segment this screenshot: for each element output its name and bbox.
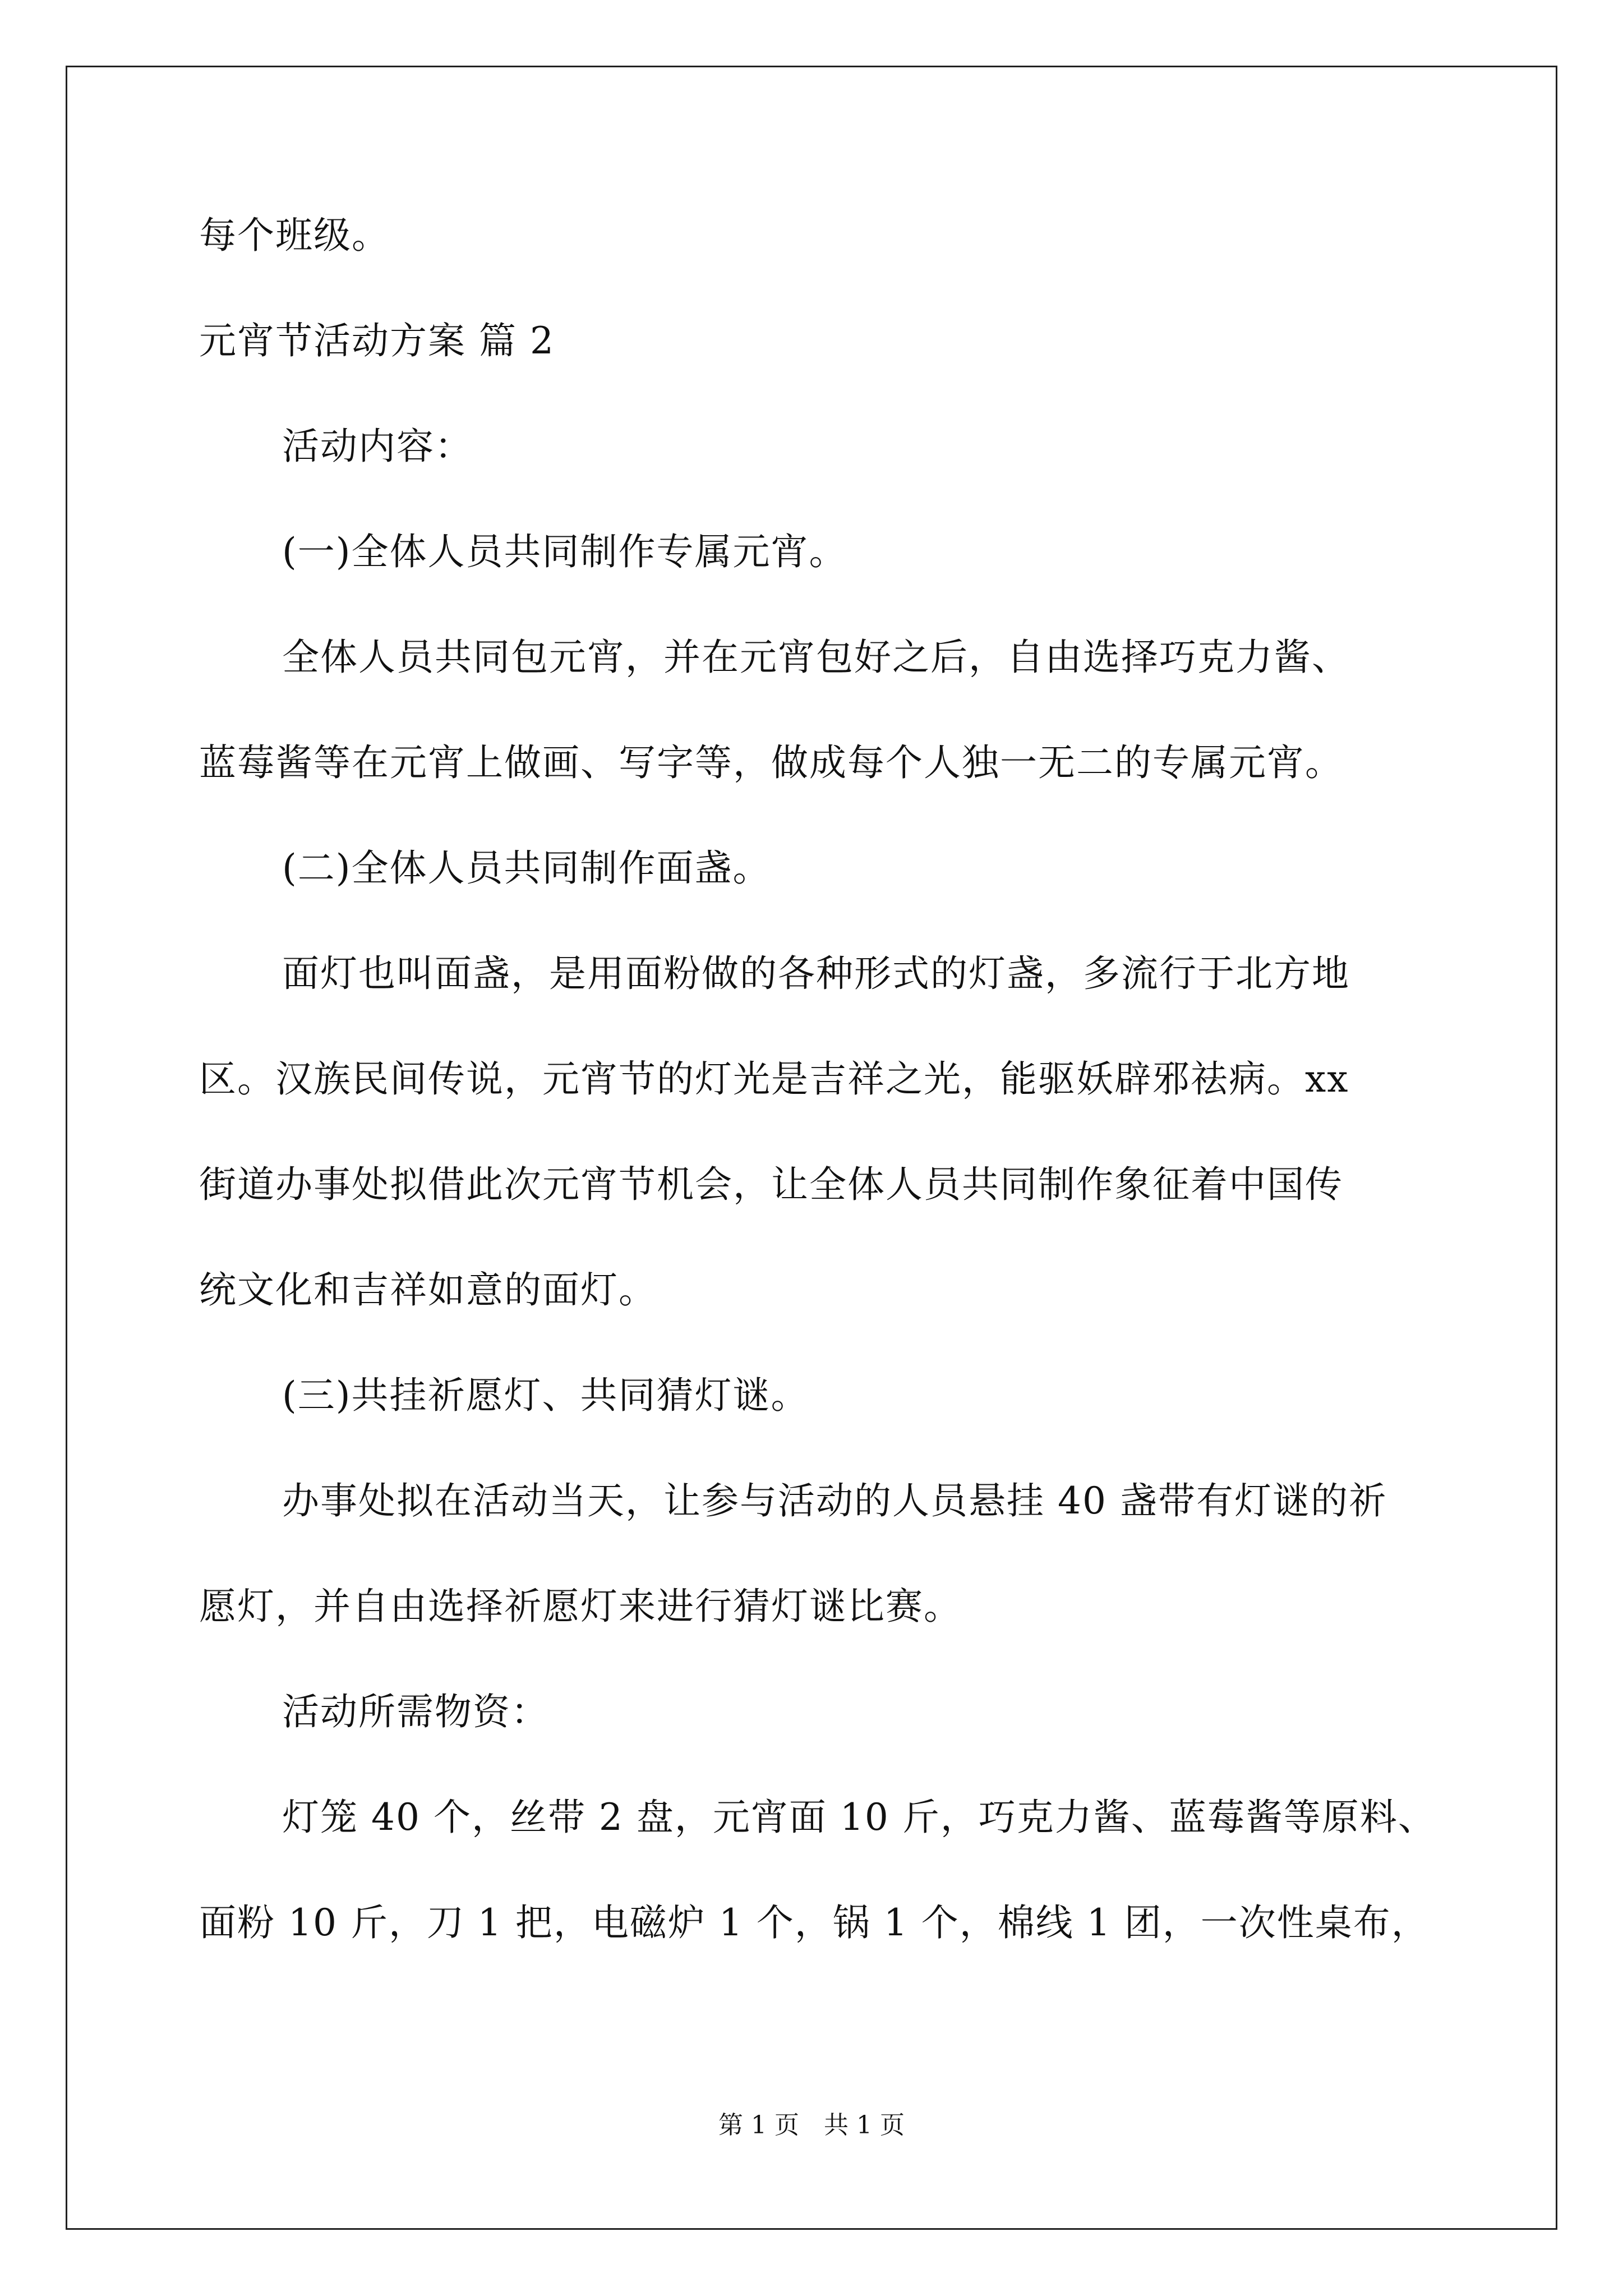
text-line: 蓝莓酱等在元宵上做画、写字等，做成每个人独一无二的专属元宵。 [199,741,1343,784]
text-line: 灯笼 40 个，丝带 2 盘，元宵面 10 斤，巧克力酱、蓝莓酱等原料、 [282,1796,1436,1839]
text-line: 街道办事处拟借此次元宵节机会，让全体人员共同制作象征着中国传 [199,1163,1343,1206]
text-line: 区。汉族民间传说，元宵节的灯光是吉祥之光，能驱妖辟邪祛病。xx [199,1057,1349,1101]
text-line: 办事处拟在活动当天，让参与活动的人员悬挂 40 盏带有灯谜的祈 [282,1479,1387,1522]
text-line: 面灯也叫面盏，是用面粉做的各种形式的灯盏，多流行于北方地 [282,952,1350,995]
text-line: 活动所需物资： [282,1690,549,1733]
subheading: (一)全体人员共同制作专属元宵。 [282,530,847,573]
section-heading: 元宵节活动方案 篇 2 [199,319,555,362]
text-line: 统文化和吉祥如意的面灯。 [199,1268,657,1312]
text-line: 每个班级。 [199,214,390,257]
text-line: 愿灯，并自由选择祈愿灯来进行猜灯谜比赛。 [199,1585,962,1628]
text-line: 活动内容： [282,425,473,468]
subheading: (三)共挂祈愿灯、共同猜灯谜。 [282,1374,809,1417]
text-line: 面粉 10 斤，刀 1 把，电磁炉 1 个，锅 1 个，棉线 1 团，一次性桌布， [199,1901,1430,1944]
subheading: (二)全体人员共同制作面盏。 [282,846,771,890]
page-number-footer: 第 1 页 共 1 页 [718,2111,905,2139]
text-line: 全体人员共同包元宵，并在元宵包好之后，自由选择巧克力酱、 [282,636,1350,679]
